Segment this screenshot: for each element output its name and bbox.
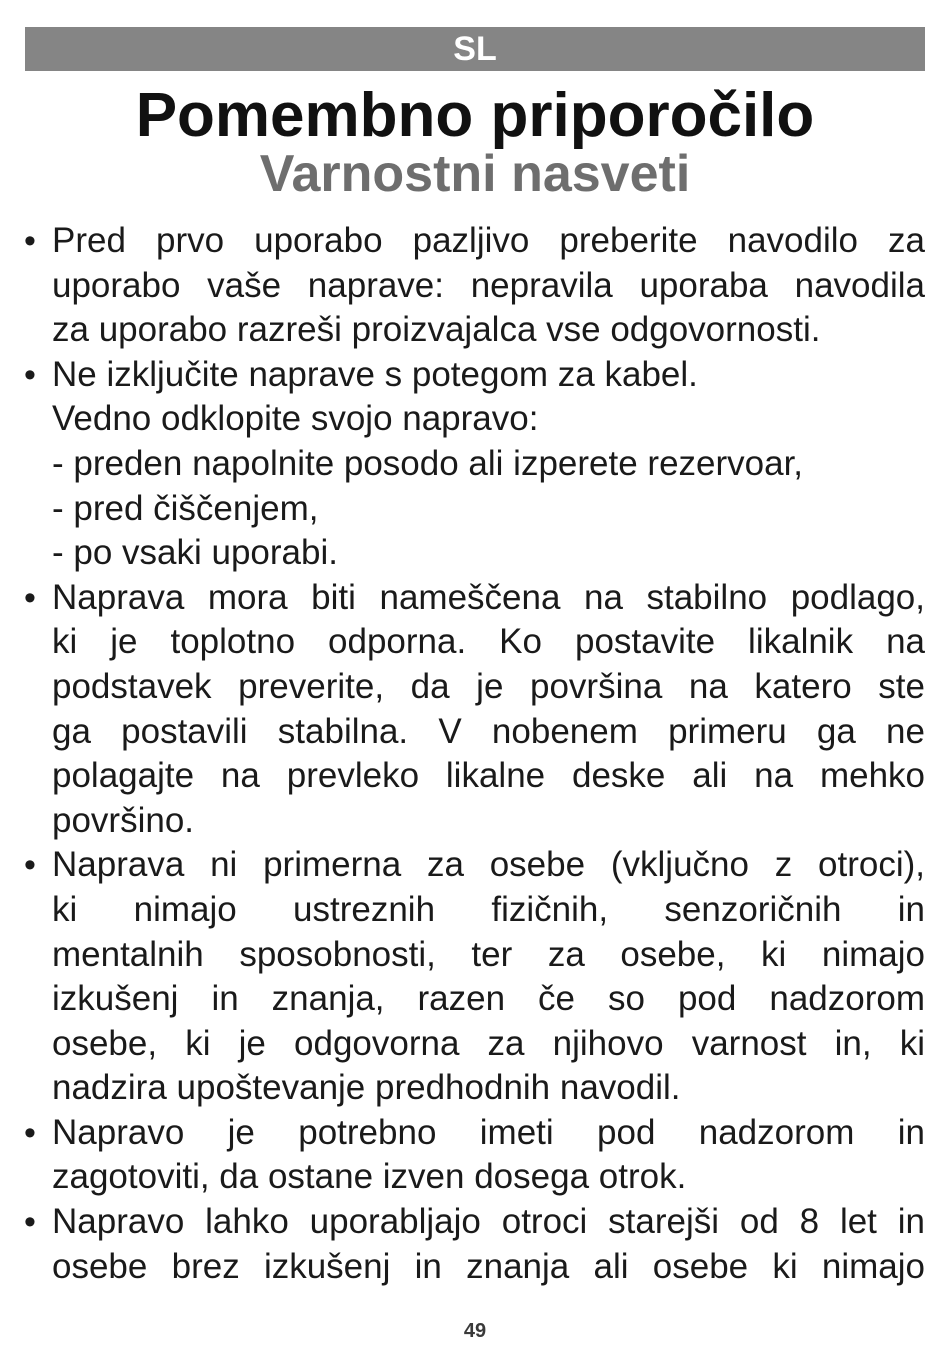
list-item — [22, 1200, 925, 1289]
bullet-icon: • — [24, 1203, 36, 1242]
page-subtitle: Varnostni nasveti — [259, 145, 691, 203]
text-line: Naprava mora biti nameščena na stabilno podlago, — [52, 577, 925, 617]
list-item — [22, 576, 925, 844]
text-line: Naprava ni primerna za osebe (vključno z otroci), — [52, 845, 925, 885]
page-title: Pomembno priporočilo — [135, 81, 815, 150]
text-line: polagajte na prevleko likalne deske ali na mehko — [52, 756, 925, 796]
page-number: 49 — [463, 1320, 487, 1342]
bullet-icon: • — [24, 846, 36, 885]
safety-instructions-list — [22, 219, 925, 1289]
language-code: SL — [453, 30, 497, 68]
text-line: Ne izključite naprave s potegom za kabel. — [52, 354, 698, 394]
text-line: - preden napolnite posodo ali izperete rezervoar, — [52, 443, 804, 483]
text-line: nadzira upoštevanje predhodnih navodil. — [52, 1068, 681, 1108]
text-line: za uporabo razreši proizvajalca vse odgovornosti. — [52, 310, 821, 350]
list-item — [22, 353, 925, 576]
text-line: - po vsaki uporabi. — [52, 533, 338, 573]
text-line: - pred čiščenjem, — [52, 488, 319, 528]
text-line: Pred prvo uporabo pazljivo preberite navodilo za — [52, 221, 925, 260]
text-line: Vedno odklopite svojo napravo: — [52, 399, 539, 439]
text-line: zagotoviti, da ostane izven dosega otrok. — [52, 1157, 687, 1197]
list-item — [22, 843, 925, 1111]
text-line: Napravo lahko uporabljajo otroci starejši od 8 let in — [52, 1202, 925, 1242]
bullet-icon: • — [24, 355, 36, 394]
text-line: površino. — [52, 800, 195, 840]
text-line: izkušenj in znanja, razen če so pod nadzorom — [52, 979, 925, 1019]
bullet-icon: • — [24, 222, 36, 260]
text-line: Napravo je potrebno imeti pod nadzorom in — [52, 1112, 925, 1152]
list-item — [22, 1111, 925, 1200]
text-line: uporabo vaše naprave: nepravila uporaba navodila — [52, 265, 925, 305]
bullet-icon: • — [24, 1113, 36, 1152]
text-line: ki je toplotno odporna. Ko postavite likalnik na — [52, 622, 925, 662]
language-header-bar — [25, 27, 925, 71]
text-line: osebe, ki je odgovorna za njihovo varnost in, ki — [52, 1023, 925, 1063]
text-line: osebe brez izkušenj in znanja ali osebe ki nimajo — [52, 1246, 925, 1286]
list-item — [22, 219, 925, 353]
text-line: podstavek preverite, da je površina na katero ste — [52, 666, 925, 706]
text-line: ki nimajo ustreznih fizičnih, senzoričnih in — [52, 889, 925, 929]
bullet-icon: • — [24, 578, 36, 617]
text-line: mentalnih sposobnosti, ter za osebe, ki nimajo — [52, 934, 925, 974]
text-line: ga postavili stabilna. V nobenem primeru ga ne — [52, 711, 925, 751]
